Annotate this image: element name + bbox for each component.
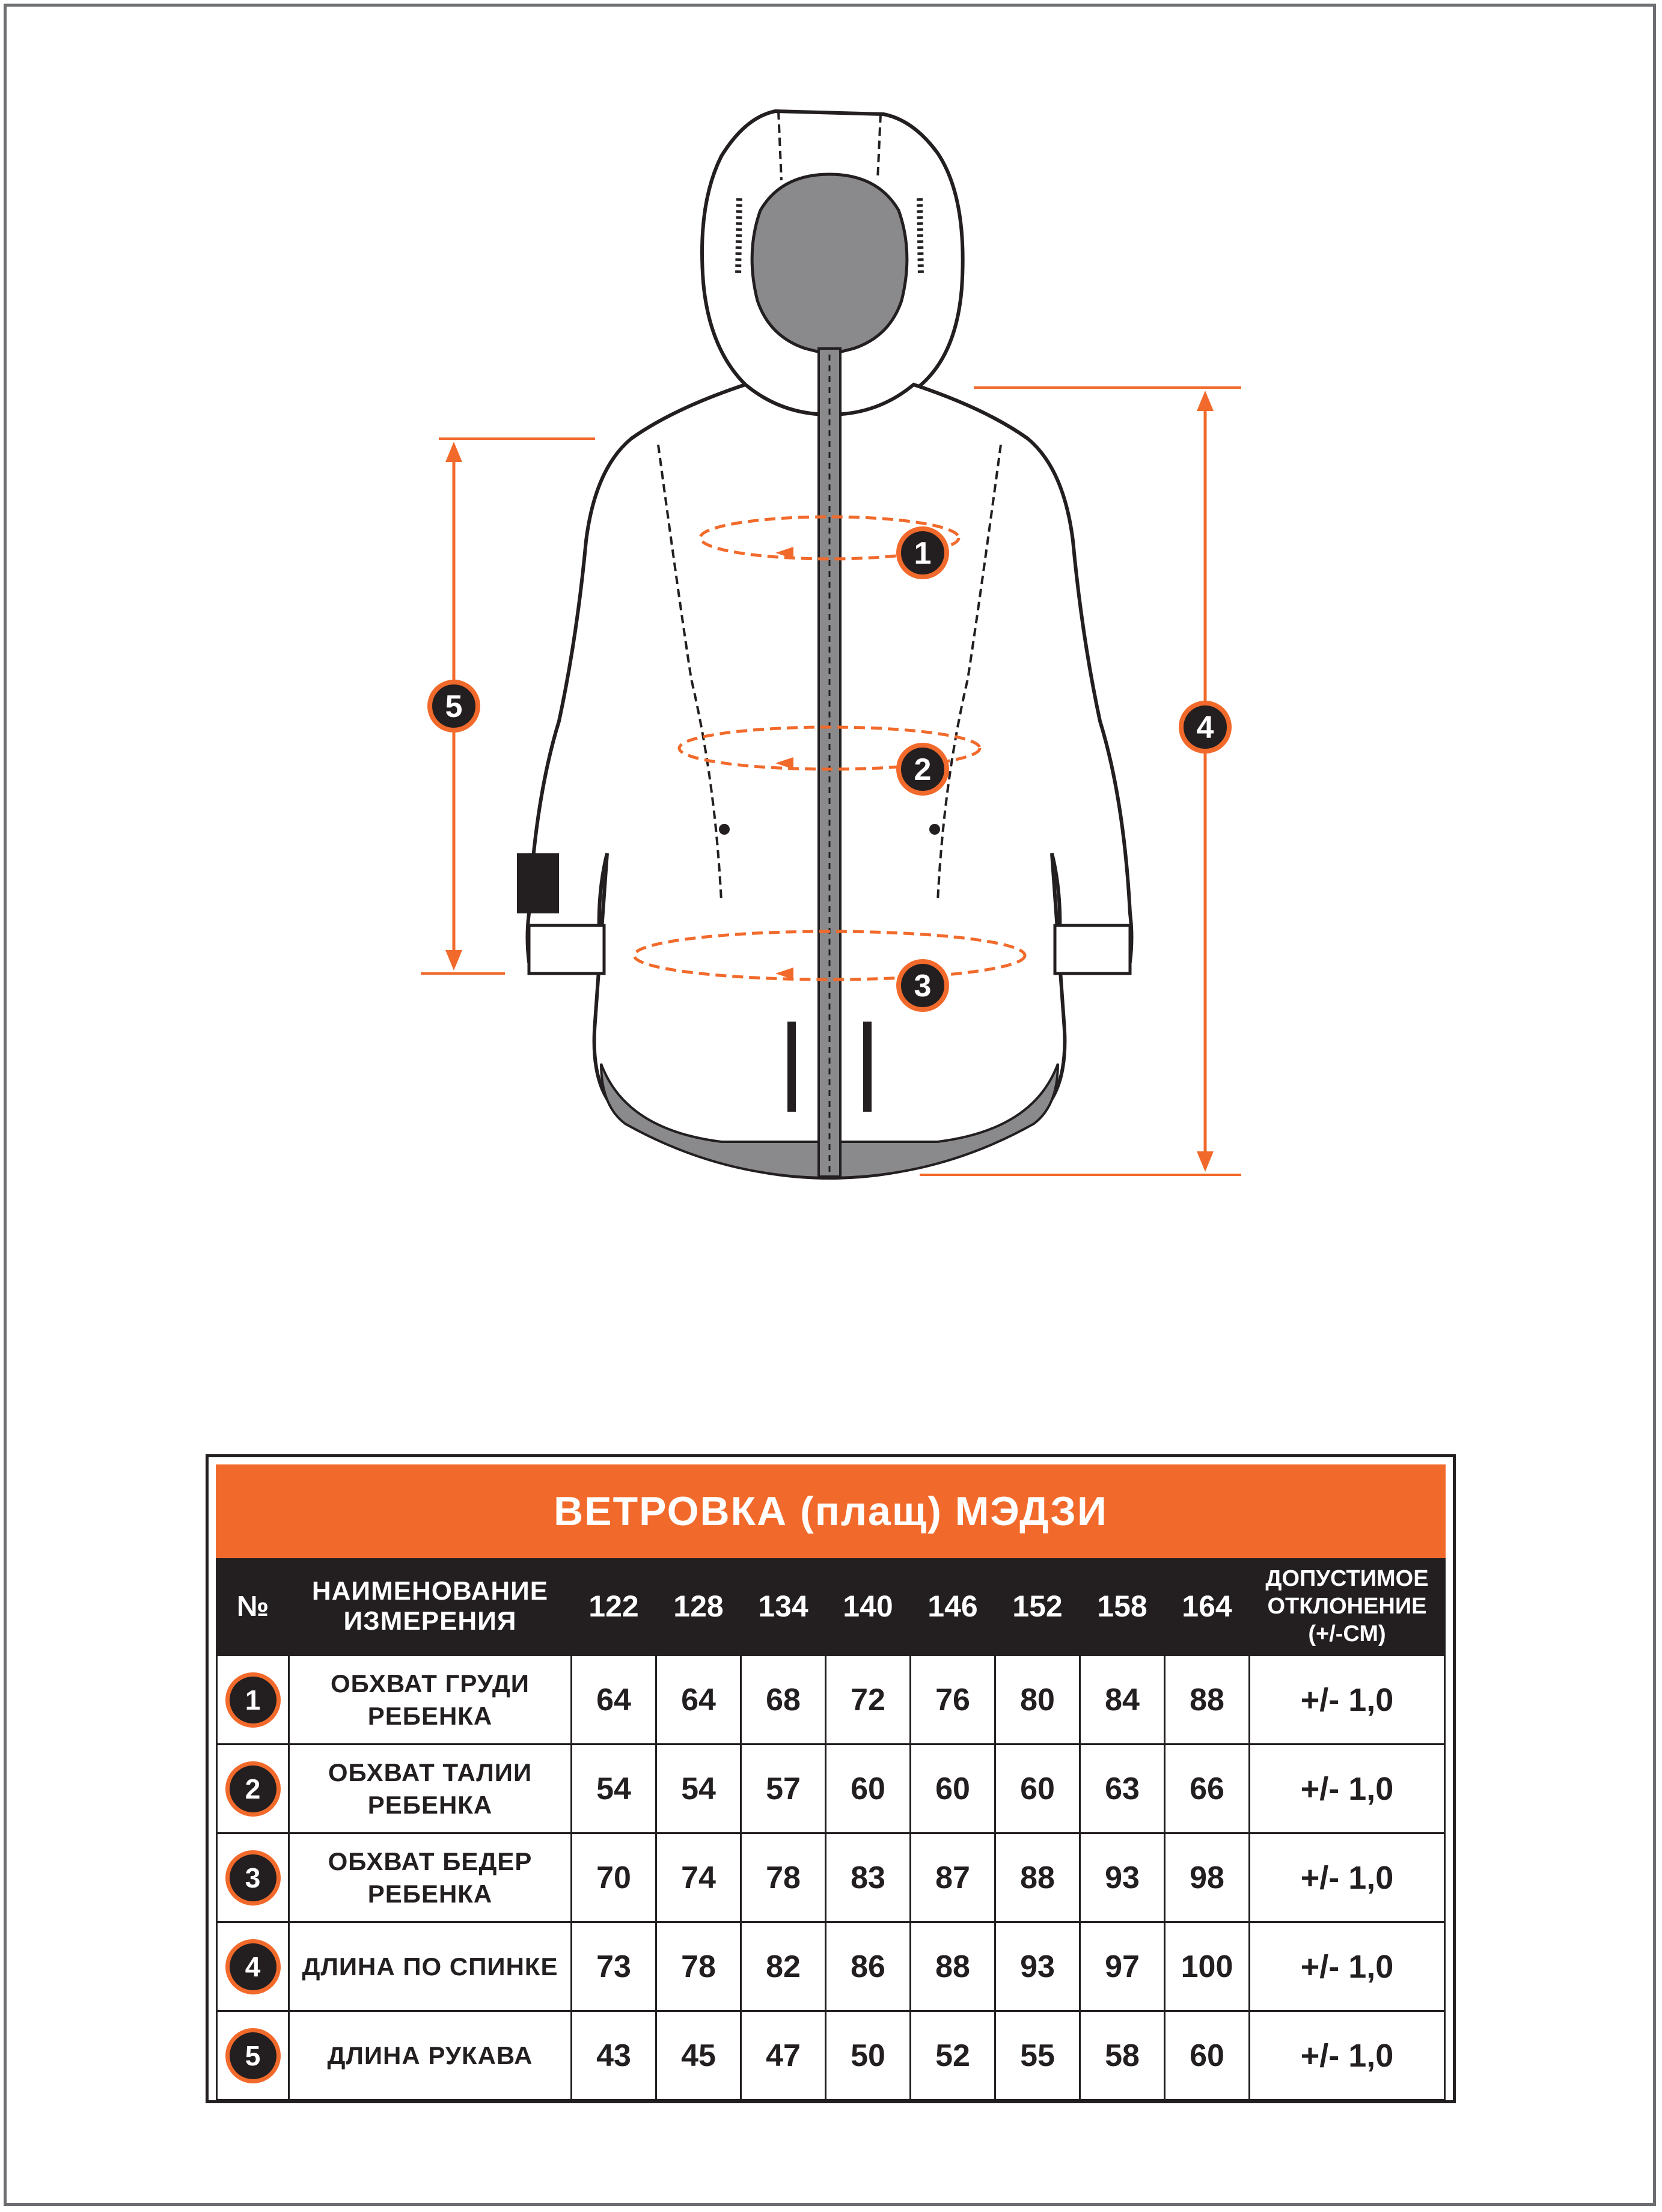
size-table <box>216 1464 1446 2101</box>
value-cell: 54 <box>572 1744 656 1833</box>
value-cell: 78 <box>741 1833 826 1922</box>
tolerance-cell: +/- 1,0 <box>1250 1744 1445 1833</box>
value-cell: 88 <box>911 1922 995 2011</box>
row-number-badge: 2 <box>225 1761 281 1817</box>
value-cell: 82 <box>741 1922 826 2011</box>
value-cell: 84 <box>1080 1656 1165 1744</box>
tolerance-cell: +/- 1,0 <box>1250 1922 1445 2011</box>
row-number-cell <box>217 2011 289 2100</box>
value-cell: 57 <box>741 1744 826 1833</box>
header-size-164: 164 <box>1165 1558 1250 1656</box>
header-number: № <box>217 1558 289 1656</box>
marker-4-label: 4 <box>1196 710 1214 745</box>
header-size-158: 158 <box>1080 1558 1165 1656</box>
row-number-badge: 1 <box>225 1672 281 1728</box>
header-size-122: 122 <box>572 1558 656 1656</box>
value-cell: 43 <box>572 2011 656 2100</box>
header-size-134: 134 <box>741 1558 826 1656</box>
table-title: ВЕТРОВКА (плащ) МЭДЗИ <box>217 1466 1445 1558</box>
row-number-cell <box>217 1922 289 2011</box>
value-cell: 87 <box>911 1833 995 1922</box>
header-size-146: 146 <box>911 1558 995 1656</box>
value-cell: 68 <box>741 1656 826 1744</box>
value-cell: 47 <box>741 2011 826 2100</box>
table-row <box>217 1833 1445 1922</box>
value-cell: 70 <box>572 1833 656 1922</box>
value-cell: 50 <box>826 2011 911 2100</box>
value-cell: 74 <box>656 1833 741 1922</box>
header-tolerance: ДОПУСТИМОЕ ОТКЛОНЕНИЕ (+/-СМ) <box>1250 1558 1445 1656</box>
value-cell: 93 <box>1080 1833 1165 1922</box>
marker-2-badge <box>899 745 947 793</box>
value-cell: 55 <box>995 2011 1080 2100</box>
value-cell: 60 <box>911 1744 995 1833</box>
tolerance-cell: +/- 1,0 <box>1250 1656 1445 1744</box>
value-cell: 66 <box>1165 1744 1250 1833</box>
value-cell: 73 <box>572 1922 656 2011</box>
row-number-badge: 3 <box>225 1850 281 1906</box>
table-header-row <box>217 1558 1445 1656</box>
value-cell: 80 <box>995 1656 1080 1744</box>
value-cell: 54 <box>656 1744 741 1833</box>
value-cell: 58 <box>1080 2011 1165 2100</box>
value-cell: 52 <box>911 2011 995 2100</box>
value-cell: 63 <box>1080 1744 1165 1833</box>
header-size-128: 128 <box>656 1558 741 1656</box>
row-number-cell <box>217 1656 289 1744</box>
value-cell: 45 <box>656 2011 741 2100</box>
marker-3-badge <box>899 961 947 1010</box>
value-cell: 93 <box>995 1922 1080 2011</box>
table-row <box>217 1656 1445 1744</box>
tolerance-cell: +/- 1,0 <box>1250 2011 1445 2100</box>
measurement-name: ДЛИНА ПО СПИНКЕ <box>289 1922 572 2011</box>
value-cell: 64 <box>656 1656 741 1744</box>
marker-1-badge <box>899 529 947 577</box>
header-size-152: 152 <box>995 1558 1080 1656</box>
marker-5-badge <box>430 682 478 730</box>
value-cell: 100 <box>1165 1922 1250 2011</box>
table-row <box>217 2011 1445 2100</box>
value-cell: 64 <box>572 1656 656 1744</box>
value-cell: 60 <box>826 1744 911 1833</box>
row-number-cell <box>217 1744 289 1833</box>
measurement-name: ОБХВАТ ТАЛИИ РЕБЕНКА <box>289 1744 572 1833</box>
value-cell: 76 <box>911 1656 995 1744</box>
value-cell: 60 <box>995 1744 1080 1833</box>
marker-4-badge <box>1181 703 1229 751</box>
value-cell: 78 <box>656 1922 741 2011</box>
marker-3-label: 3 <box>914 969 932 1004</box>
marker-2-label: 2 <box>914 752 932 787</box>
value-cell: 86 <box>826 1922 911 2011</box>
measurement-name: ОБХВАТ ГРУДИ РЕБЕНКА <box>289 1656 572 1744</box>
value-cell: 97 <box>1080 1922 1165 2011</box>
value-cell: 60 <box>1165 2011 1250 2100</box>
measurement-name: ДЛИНА РУКАВА <box>289 2011 572 2100</box>
size-chart <box>206 1454 1456 2103</box>
table-row <box>217 1922 1445 2011</box>
tolerance-cell: +/- 1,0 <box>1250 1833 1445 1922</box>
row-number-cell <box>217 1833 289 1922</box>
marker-1-label: 1 <box>914 536 932 571</box>
value-cell: 88 <box>995 1833 1080 1922</box>
hood-lining <box>752 174 907 355</box>
value-cell: 88 <box>1165 1656 1250 1744</box>
header-size-140: 140 <box>826 1558 911 1656</box>
header-measurement-name: НАИМЕНОВАНИЕ ИЗМЕРЕНИЯ <box>289 1558 572 1656</box>
value-cell: 72 <box>826 1656 911 1744</box>
measurement-name: ОБХВАТ БЕДЕР РЕБЕНКА <box>289 1833 572 1922</box>
table-row <box>217 1744 1445 1833</box>
marker-5-label: 5 <box>445 689 463 724</box>
value-cell: 98 <box>1165 1833 1250 1922</box>
row-number-badge: 4 <box>225 1939 281 1994</box>
value-cell: 83 <box>826 1833 911 1922</box>
row-number-badge: 5 <box>225 2028 281 2083</box>
